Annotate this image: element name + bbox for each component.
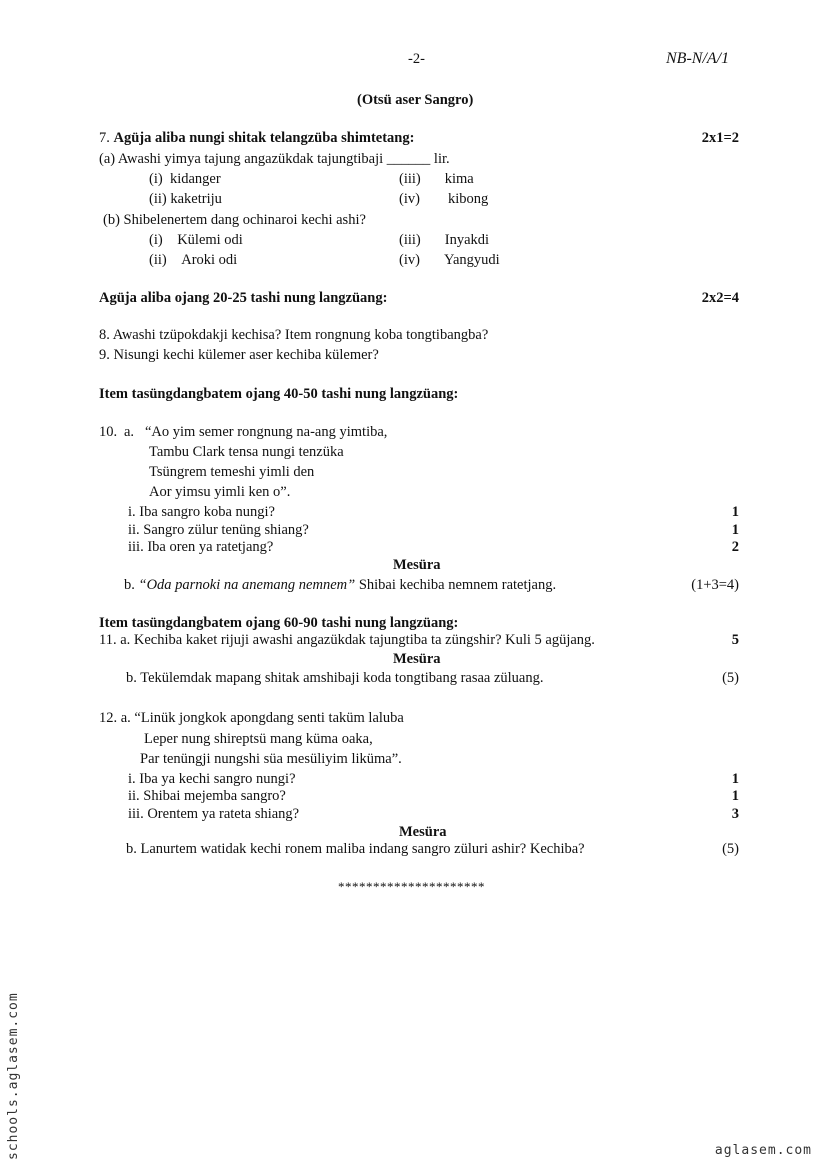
q10-number: 10. <box>99 424 118 440</box>
q7b-option-4: (iv) Yangyudi <box>399 252 500 268</box>
q10b-marks: (1+3=4) <box>691 577 739 593</box>
q12-sub-1-marks: 1 <box>731 771 739 787</box>
q10-poem-line-1: “Ao yim semer rongnung na-ang yimtiba, <box>145 424 388 440</box>
q8-text: 8. Awashi tzüpokdakji kechisa? Item rongnung koba tongtibangba? <box>99 327 489 343</box>
q10-sub-3: iii. Iba oren ya ratetjang? <box>128 539 274 555</box>
q10-or: Mesüra <box>393 557 441 573</box>
q9-text: 9. Nisungi kechi külemer aser kechiba külemer? <box>99 347 379 363</box>
q7-heading <box>99 130 414 147</box>
q10-poem-line-4: Aor yimsu yimli ken o”. <box>149 484 291 500</box>
q7a-text: (a) Awashi yimya tajung angazükdak tajungtibaji ______ lir. <box>99 151 450 167</box>
q7b-text: (b) Shibelenertem dang ochinaroi kechi ashi? <box>103 212 366 228</box>
section-60-90-heading: Item tasüngdangbatem ojang 60-90 tashi nung langzüang: <box>99 615 459 631</box>
q10-poem-line-3: Tsüngrem temeshi yimli den <box>149 464 315 480</box>
q11b-marks: (5) <box>722 670 739 686</box>
q12b-text: b. Lanurtem watidak kechi ronem maliba indang sangro züluri ashir? Kechiba? <box>126 841 585 857</box>
q10b-text: b. “Oda parnoki na anemang nemnem” Shibai kechiba nemnem ratetjang. <box>124 577 557 593</box>
q10-sub-2-marks: 1 <box>731 522 739 538</box>
end-stars: ********************* <box>338 879 485 894</box>
watermark-side: schools.aglasem.com <box>6 992 21 1160</box>
q7a-option-2: (ii) kaketriju <box>149 191 222 207</box>
paper-code: NB-N/A/1 <box>666 50 730 67</box>
q10b-quote: “Oda parnoki na anemang nemnem” <box>138 577 356 593</box>
q11b-text: b. Tekülemdak mapang shitak amshibaji koda tongtibang rasaa züluang. <box>126 670 544 686</box>
section-20-25-marks: 2x2=4 <box>701 290 739 306</box>
q7-marks: 2x1=2 <box>701 130 739 146</box>
q10-sub-2: ii. Sangro zülur tenüng shiang? <box>128 522 309 538</box>
q12-poem-line-2: Leper nung shireptsü mang küma oaka, <box>144 731 373 747</box>
q12-sub-2-marks: 1 <box>731 788 739 804</box>
q10-sub-1: i. Iba sangro koba nungi? <box>128 504 275 520</box>
q10-sub-3-marks: 2 <box>731 539 739 555</box>
q7a-option-3: (iii) kima <box>399 171 474 187</box>
q7-heading-text: Agüja aliba nungi shitak telangzüba shimtetang: <box>113 130 415 146</box>
section-title: (Otsü aser Sangro) <box>357 92 474 108</box>
q7a-option-1: (i) kidanger <box>149 171 221 187</box>
q10a-label: a. <box>124 424 135 440</box>
q11a-marks: 5 <box>731 632 739 648</box>
q7b-option-1: (i) Külemi odi <box>149 232 243 248</box>
q12-sub-1: i. Iba ya kechi sangro nungi? <box>128 771 296 787</box>
q12-sub-3: iii. Orentem ya rateta shiang? <box>128 806 300 822</box>
watermark-bottom: aglasem.com <box>714 1143 812 1158</box>
q11a-text: 11. a. Kechiba kaket rijuji awashi angazükdak tajungtiba ta züngshir? Kuli 5 agüjang. <box>99 632 595 648</box>
section-40-50-heading: Item tasüngdangbatem ojang 40-50 tashi nung langzüang: <box>99 386 459 402</box>
q7b-option-2: (ii) Aroki odi <box>149 252 238 268</box>
q10-poem-line-2: Tambu Clark tensa nungi tenzüka <box>149 444 344 460</box>
section-20-25-heading: Agüja aliba ojang 20-25 tashi nung langzüang: <box>99 290 388 306</box>
q7-number: 7. <box>99 130 110 146</box>
q11-or: Mesüra <box>393 651 441 667</box>
q12-poem-line-1: 12. a. “Linük jongkok apongdang senti taküm laluba <box>99 710 404 726</box>
q7a-option-4: (iv) kibong <box>399 191 489 207</box>
q12-sub-3-marks: 3 <box>731 806 739 822</box>
q12-poem-line-3: Par tenüngji nungshi süa mesüliyim likümа”. <box>140 751 402 767</box>
q12-sub-2: ii. Shibai mejemba sangro? <box>128 788 286 804</box>
page-number: -2- <box>408 51 425 67</box>
q12b-marks: (5) <box>722 841 739 857</box>
q10-sub-1-marks: 1 <box>731 504 739 520</box>
q7b-option-3: (iii) Inyakdi <box>399 232 490 248</box>
q12-or: Mesüra <box>399 824 447 840</box>
